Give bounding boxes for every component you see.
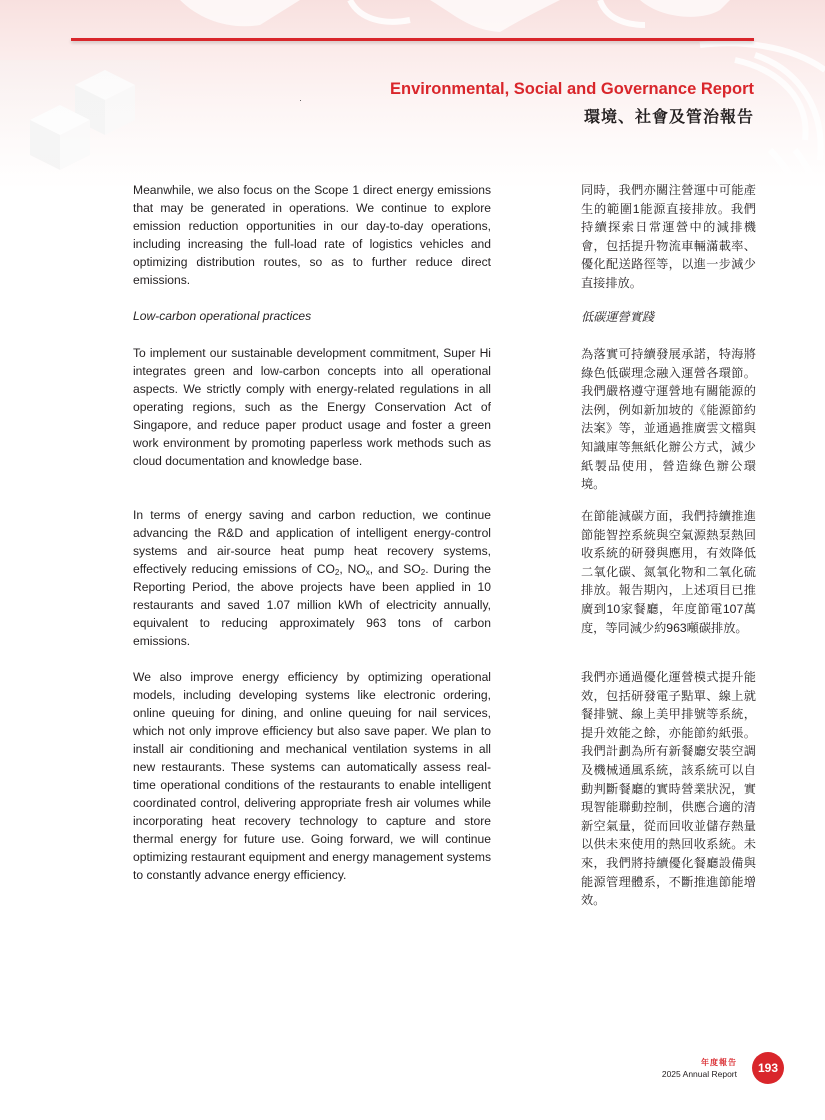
footer-report-en: 2025 Annual Report: [661, 1069, 737, 1079]
zh-paragraph-efficiency: 我們亦通過優化運營模式提升能效，包括研發電子點單、線上就餐排號、線上美甲排號等系統，提升效能之餘，亦能節約紙張。我們計劃為所有新餐廳安裝空調及機械通風系統，該系統可以自動判斷餐廳的實時營業狀況，實現智能聯動控制，供應合適的清新空氣量，從而回收並儲存熱量以供未來使用的熱回收系統。未來，我們將持續優化餐廳設備與能源管理體系，不斷推進節能增效。: [581, 670, 756, 908]
page-number-badge: 193: [752, 1052, 784, 1084]
stray-dot: [300, 100, 301, 101]
en-column: [133, 506, 491, 650]
zh-column: [581, 181, 756, 293]
report-title-en: Environmental, Social and Governance Report: [389, 80, 754, 98]
zh-column: [581, 345, 756, 494]
en-column: [133, 181, 491, 289]
en-p3-text-d: . During the Reporting Period, the above projects have been applied in 10 restaurants and saved 1.07 million kWh of electricity annually, equivalent to reducing approximately 963 tons of carbon emissions.: [133, 562, 491, 648]
zh-paragraph-scope1: 同時，我們亦關注營運中可能產生的範圍1能源直接排放。我們持續探索日常運營中的減排機會，包括提升物流車輛滿載率、優化配送路徑等，以進一步減少直接排放。: [581, 183, 756, 290]
en-subheading: Low-carbon operational practices: [133, 309, 312, 323]
zh-subheading: 低碳運營實踐: [581, 310, 655, 324]
report-title-zh: 環境、社會及管治報告: [583, 109, 754, 126]
header-rule: [71, 38, 754, 41]
footer-report-zh: 年度報告: [701, 1058, 737, 1067]
en-column: [133, 668, 491, 884]
en-p3-sub-nox: x: [365, 568, 370, 577]
zh-paragraph-commitment: 為落實可持續發展承諾，特海將綠色低碳理念融入運營各環節。我們嚴格遵守運營地有關能源的法例，例如新加坡的《能源節約法案》等，並通過推廣雲文檔與知識庫等無紙化辦公方式，減少紙製品使用，營造綠色辦公環境。: [581, 347, 756, 492]
en-paragraph-scope1: Meanwhile, we also focus on the Scope 1 direct energy emissions that may be generated in operations. We continue to explore emission reduction opportunities in our day-to-day operations, including increasing the full-load rate of logistics vehicles and optimizing distribution routes, so as to further reduce direct emissions.: [133, 183, 491, 287]
en-p3-sub-so2: 2: [420, 568, 426, 577]
en-p3-sub-co2: 2: [334, 568, 340, 577]
en-column: [133, 307, 491, 325]
zh-column: [581, 308, 756, 327]
en-paragraph-energy-saving: [133, 506, 491, 650]
zh-column: [581, 507, 756, 637]
en-p3-text-b: , NO: [339, 562, 366, 576]
en-column: [133, 344, 491, 470]
en-paragraph-commitment: To implement our sustainable development commitment, Super Hi integrates green and low-carbon concepts into all operational aspects. We strictly comply with energy-related regulations in all operating regions, such as the Energy Conservation Act of Singapore, and reduce paper product usage and foster a green work environment by promoting paperless work methods such as cloud documentation and knowledge base.: [133, 346, 491, 468]
zh-column: [581, 668, 756, 910]
en-p3-text-c: , and SO: [369, 562, 421, 576]
en-p3-text-a: In terms of energy saving and carbon reduction, we continue advancing the R&D and application of intelligent energy-control systems and air-source heat pump heat recovery systems, effectively reducing emissions of CO: [133, 508, 491, 576]
zh-paragraph-energy-saving: 在節能減碳方面，我們持續推進節能智控系統與空氣源熱泵熱回收系統的研發與應用，有效降低二氧化碳、氮氧化物和二氧化硫排放。報告期內，上述項目已推廣到10家餐廳，年度節電107萬度，等同減少約963噸碳排放。: [581, 509, 756, 635]
en-paragraph-efficiency: We also improve energy efficiency by optimizing operational models, including developing systems like electronic ordering, online queuing for dining, and online queuing for nail services, which not only improve efficiency but also save paper. We plan to install air conditioning and mechanical ventilation systems in all new restaurants. These systems can automatically assess real-time operational conditions of the restaurants to enable intelligent coordinated control, delivering appropriate fresh air volumes while incorporating heat recovery technology to capture and store thermal energy for future use. Going forward, we will continue optimizing restaurant equipment and energy management systems to constantly advance energy efficiency.: [133, 670, 491, 882]
